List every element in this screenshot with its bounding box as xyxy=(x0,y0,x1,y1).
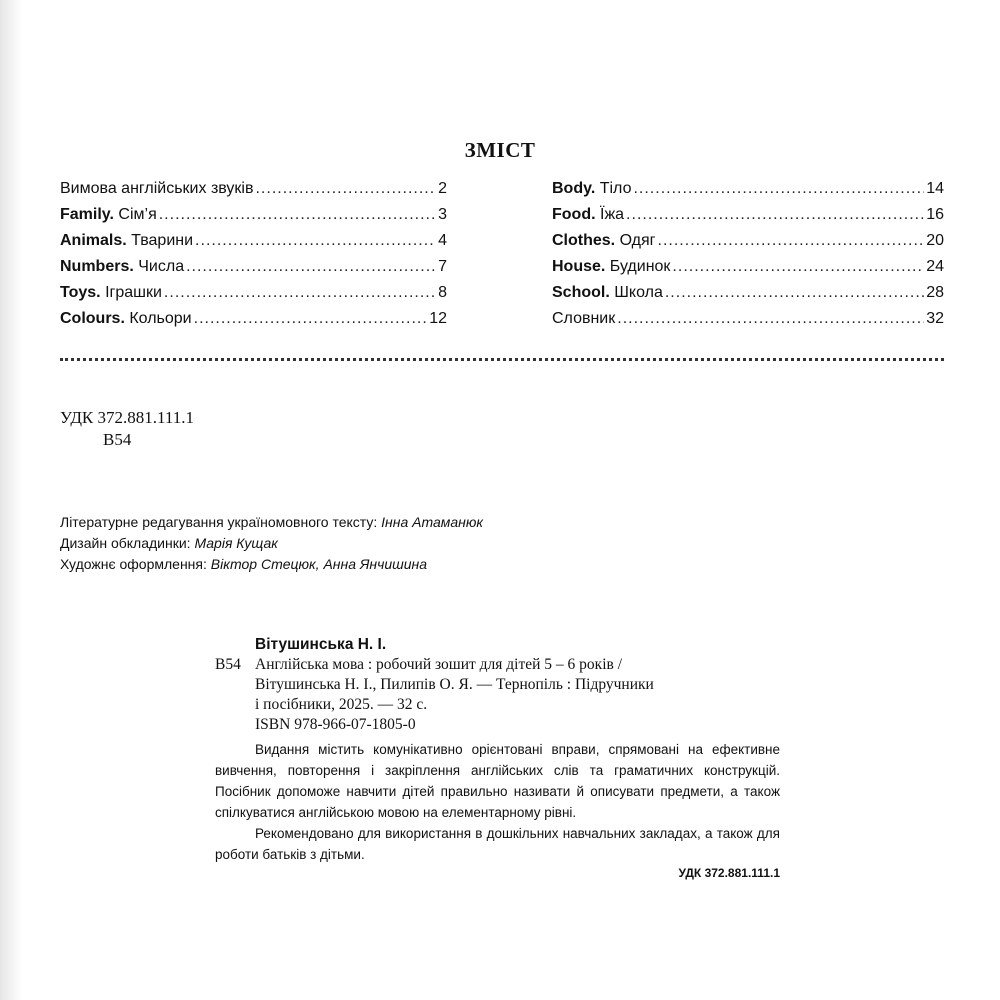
toc-entry[interactable] xyxy=(552,206,944,232)
toc-entry[interactable] xyxy=(552,232,944,258)
toc-entry-english: Numbers. xyxy=(60,258,134,275)
annotation-paragraph: Видання містить комунікативно орієнтовані вправи, спрямовані на ефективне вивчення, повторення і закріплення англійських слів та граматичних конструкцій. Посібник допоможе навчити дітей правильно називати й описувати предмети, а також спілкуватися англійською мовою на елементарному рівні. xyxy=(215,742,780,820)
toc-entry-page: 20 xyxy=(926,232,944,249)
credit-name: Марія Кущак xyxy=(194,535,278,551)
toc-entry-page: 3 xyxy=(438,206,447,223)
toc-leader-dots xyxy=(159,206,436,224)
annotation-paragraph: Рекомендовано для використання в дошкільних навчальних закладах, а також для роботи батьків з дітьми. xyxy=(215,826,780,862)
toc-entry-page: 4 xyxy=(438,232,447,249)
bib-line: Англійська мова : робочий зошит для дітей 5 – 6 років / xyxy=(255,656,623,673)
isbn: ISBN 978-966-07-1805-0 xyxy=(255,716,416,733)
catalog-author: Вітушинська Н. І. xyxy=(255,636,387,653)
toc-right-column xyxy=(552,180,944,336)
toc-entry-ukrainian: Тіло xyxy=(599,180,632,197)
catalog-annotation xyxy=(215,739,780,865)
credit-name: Віктор Стецюк, Анна Янчишина xyxy=(210,556,428,572)
toc-entry[interactable] xyxy=(60,284,447,310)
catalog-udk: УДК 372.881.111.1 xyxy=(678,866,780,880)
toc-entry-ukrainian: Їжа xyxy=(600,206,625,223)
toc-entry-english: House. xyxy=(552,258,606,275)
catalog-bibliographic-description xyxy=(215,655,780,715)
toc-entry-ukrainian: Іграшки xyxy=(105,284,162,301)
toc-entry-english: Body. xyxy=(552,180,596,197)
toc-entry[interactable] xyxy=(60,206,447,232)
credit-label: Дизайн обкладинки: xyxy=(60,535,191,551)
toc-entry-english: Food. xyxy=(552,206,596,223)
toc-entry-english: Clothes. xyxy=(552,232,616,249)
toc-entry-english: Toys. xyxy=(60,284,101,301)
credit-label: Літературне редагування україномовного тексту: xyxy=(60,514,378,530)
toc-leader-dots xyxy=(633,180,924,198)
toc-entry-english: Family. xyxy=(60,206,114,223)
toc-leader-dots xyxy=(195,232,436,250)
toc-entry-page: 8 xyxy=(438,284,447,301)
toc-entry-page: 2 xyxy=(438,180,447,197)
toc-leader-dots xyxy=(672,258,924,276)
bib-line: Вітушинська Н. І., Пилипів О. Я. — Тернопіль : Підручники xyxy=(255,676,654,693)
toc-entry-ukrainian: Одяг xyxy=(619,232,656,249)
toc-entry-ukrainian: Будинок xyxy=(609,258,671,275)
toc-entry[interactable] xyxy=(552,258,944,284)
toc-leader-dots xyxy=(186,258,436,276)
toc-leader-dots xyxy=(617,310,924,328)
toc-entry[interactable] xyxy=(60,310,447,336)
toc-entry-page: 16 xyxy=(926,206,944,223)
dotted-separator xyxy=(60,358,944,361)
toc-entry-page: 32 xyxy=(926,310,944,327)
toc-entry-ukrainian: Кольори xyxy=(129,310,192,327)
toc-leader-dots xyxy=(194,310,428,328)
toc-leader-dots xyxy=(164,284,436,302)
toc-left-column xyxy=(60,180,447,336)
toc-entry-english: Animals. xyxy=(60,232,127,249)
toc-entry-page: 12 xyxy=(429,310,447,327)
toc-leader-dots xyxy=(665,284,924,302)
credit-name: Інна Атаманюк xyxy=(381,514,483,530)
toc-leader-dots xyxy=(658,232,925,250)
catalog-author-mark: В54 xyxy=(215,656,241,673)
udk-code: УДК 372.881.111.1 xyxy=(60,408,194,427)
toc-entry-page: 14 xyxy=(926,180,944,197)
toc-entry-page: 24 xyxy=(926,258,944,275)
bib-line: і посібники, 2025. — 32 с. xyxy=(255,696,428,713)
toc-entry[interactable] xyxy=(60,232,447,258)
toc-entry-english: School. xyxy=(552,284,610,301)
toc-entry[interactable] xyxy=(60,180,447,206)
credit-line xyxy=(60,512,483,533)
credit-label: Художнє оформлення: xyxy=(60,556,207,572)
toc-entry-ukrainian: Словник xyxy=(552,310,616,327)
credits-block xyxy=(60,512,483,575)
catalog-entry xyxy=(215,635,780,883)
credit-line xyxy=(60,554,483,575)
toc-entry[interactable] xyxy=(552,284,944,310)
toc-entry-page: 7 xyxy=(438,258,447,275)
toc-leader-dots xyxy=(626,206,924,224)
toc-entry[interactable] xyxy=(552,180,944,206)
toc-entry[interactable] xyxy=(552,310,944,336)
toc-entry-ukrainian: Сім’я xyxy=(118,206,157,223)
toc-entry-page: 28 xyxy=(926,284,944,301)
udk-block xyxy=(60,407,194,451)
toc-entry-english: Colours. xyxy=(60,310,125,327)
credit-line xyxy=(60,533,483,554)
toc-entry-ukrainian: Вимова англійських звуків xyxy=(60,180,254,197)
toc-entry-ukrainian: Школа xyxy=(614,284,663,301)
toc-entry-ukrainian: Тварини xyxy=(131,232,194,249)
toc-entry[interactable] xyxy=(60,258,447,284)
toc-title: ЗМІСТ xyxy=(464,138,536,162)
toc-leader-dots xyxy=(255,180,436,198)
toc-entry-ukrainian: Числа xyxy=(138,258,185,275)
author-mark: В54 xyxy=(103,430,132,449)
